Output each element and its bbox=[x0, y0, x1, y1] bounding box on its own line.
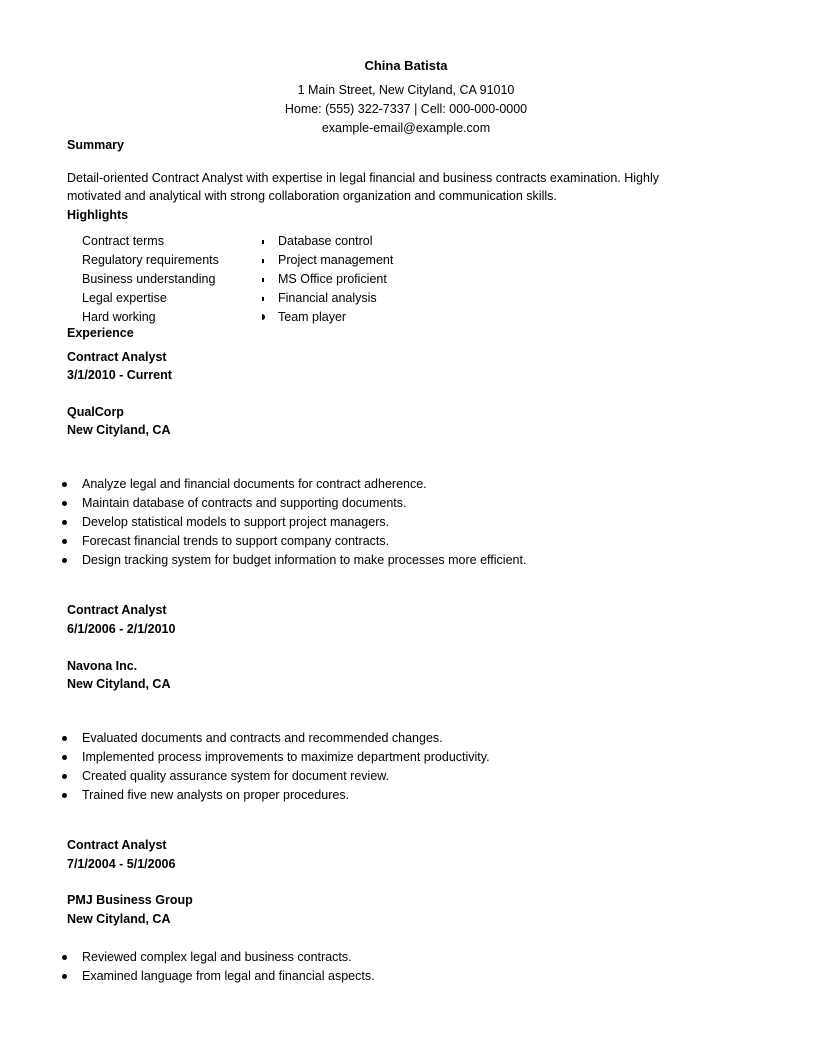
highlight-item: Team player bbox=[278, 308, 393, 327]
bullet-icon bbox=[62, 558, 67, 563]
job-dates: 3/1/2010 - Current bbox=[67, 368, 172, 382]
highlight-item: Business understanding bbox=[82, 272, 216, 286]
email: example-email@example.com bbox=[321, 121, 491, 135]
bullet-icon bbox=[62, 974, 67, 979]
job-dates: 7/1/2004 - 5/1/2006 bbox=[67, 857, 176, 871]
phone-numbers: Home: (555) 322-7337 | Cell: 000-000-0000 bbox=[284, 102, 528, 116]
bullet-tick-icon bbox=[262, 259, 264, 263]
bullet-icon bbox=[62, 774, 67, 779]
job-location: New Cityland, CA bbox=[67, 677, 171, 691]
highlight-item: Project management bbox=[278, 251, 393, 270]
job-location: New Cityland, CA bbox=[67, 912, 171, 926]
list-item: Trained five new analysts on proper procedures. bbox=[60, 786, 490, 805]
bullet-icon bbox=[62, 736, 67, 741]
bullet-tick-icon bbox=[262, 240, 264, 244]
bullet-icon bbox=[62, 520, 67, 525]
list-item: Created quality assurance system for document review. bbox=[60, 767, 490, 786]
summary-text bbox=[67, 169, 727, 205]
highlight-item: Database control bbox=[278, 232, 393, 251]
job-title: Contract Analyst bbox=[67, 350, 167, 364]
list-item: Design tracking system for budget information to make processes more efficient. bbox=[60, 551, 526, 570]
highlight-item: Regulatory requirements bbox=[82, 253, 219, 267]
job-bullets bbox=[60, 948, 375, 986]
bullet-tick-icon bbox=[262, 297, 264, 301]
list-item: Implemented process improvements to maximize department productivity. bbox=[60, 748, 490, 767]
list-item: Reviewed complex legal and business contracts. bbox=[60, 948, 375, 967]
highlight-item: MS Office proficient bbox=[278, 270, 393, 289]
bullet-icon bbox=[62, 539, 67, 544]
job-title: Contract Analyst bbox=[67, 603, 167, 617]
bullet-icon bbox=[62, 955, 67, 960]
job-dates: 6/1/2006 - 2/1/2010 bbox=[67, 622, 176, 636]
candidate-name: China Batista bbox=[364, 58, 448, 73]
job-bullets bbox=[60, 729, 490, 805]
bullet-icon bbox=[62, 501, 67, 506]
bullet-tick-icon bbox=[262, 278, 264, 282]
job-company: QualCorp bbox=[67, 405, 124, 419]
highlights-right-column bbox=[278, 232, 393, 327]
job-bullets bbox=[60, 475, 526, 570]
job-company: Navona Inc. bbox=[67, 659, 138, 673]
summary-line: motivated and analytical with strong collaboration organization and communication skills. bbox=[67, 189, 557, 203]
job-company: PMJ Business Group bbox=[67, 893, 193, 907]
bullet-icon bbox=[62, 482, 67, 487]
highlight-item: Legal expertise bbox=[82, 291, 167, 305]
bullet-icon bbox=[62, 793, 67, 798]
list-item: Develop statistical models to support project managers. bbox=[60, 513, 526, 532]
experience-heading: Experience bbox=[67, 326, 134, 340]
summary-heading: Summary bbox=[67, 138, 124, 152]
bullet-icon bbox=[62, 755, 67, 760]
job-title: Contract Analyst bbox=[67, 838, 167, 852]
resume-header bbox=[0, 57, 812, 138]
highlights-left-column bbox=[82, 232, 219, 327]
list-item: Maintain database of contracts and supporting documents. bbox=[60, 494, 526, 513]
bullet-tick-icon bbox=[262, 314, 265, 320]
address: 1 Main Street, New Cityland, CA 91010 bbox=[297, 83, 515, 97]
list-item: Evaluated documents and contracts and recommended changes. bbox=[60, 729, 490, 748]
list-item: Forecast financial trends to support company contracts. bbox=[60, 532, 526, 551]
summary-line: Detail-oriented Contract Analyst with expertise in legal financial and business contracts examination. Highly bbox=[67, 171, 659, 185]
list-item: Analyze legal and financial documents for contract adherence. bbox=[60, 475, 526, 494]
highlight-item: Financial analysis bbox=[278, 289, 393, 308]
highlights-heading: Highlights bbox=[67, 208, 129, 222]
highlight-item: Hard working bbox=[82, 310, 156, 324]
highlight-item: Contract terms bbox=[82, 234, 164, 248]
list-item: Examined language from legal and financial aspects. bbox=[60, 967, 375, 986]
job-location: New Cityland, CA bbox=[67, 423, 171, 437]
